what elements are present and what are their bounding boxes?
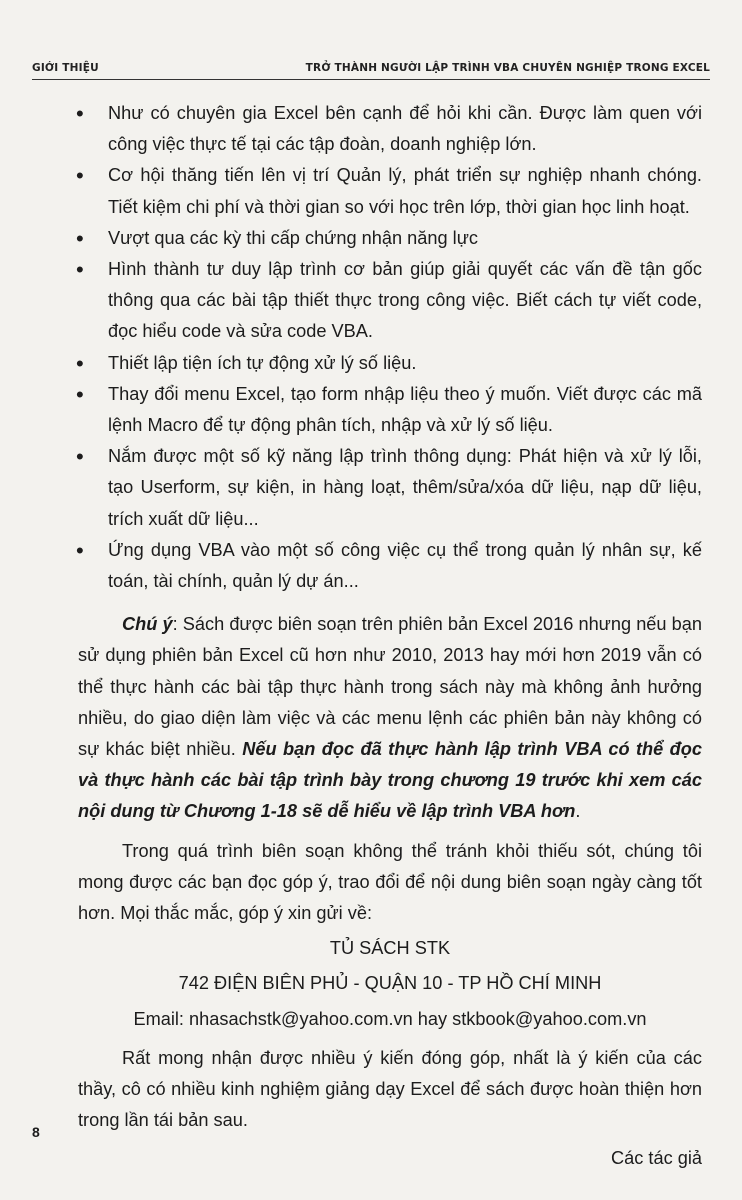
running-header <box>32 62 710 80</box>
closing-paragraph: Rất mong nhận được nhiều ý kiến đóng góp, nhất là ý kiến của các thầy, cô có nhiều kinh nghiệm giảng dạy Excel để sách được hoàn thiện hơn trong lần tái bản sau. <box>78 1047 702 1131</box>
note-paragraph <box>78 609 702 827</box>
publisher-email: Email: nhasachstk@yahoo.com.vn hay stkbook@yahoo.com.vn <box>133 1008 647 1029</box>
list-item: • Nắm được một số kỹ năng lập trình thông dụng: Phát hiện và xử lý lỗi, tạo Userform, sự kiện, in hàng loạt, thêm/sửa/xóa dữ liệu, nạp dữ liệu, trích xuất dữ liệu... <box>78 441 702 535</box>
page-content <box>78 98 702 1174</box>
list-item: • Thay đổi menu Excel, tạo form nhập liệu theo ý muốn. Viết được các mã lệnh Macro để tự động phân tích, nhập và xử lý số liệu. <box>78 379 702 441</box>
list-item: • Hình thành tư duy lập trình cơ bản giúp giải quyết các vấn đề tận gốc thông qua các bài tập thiết thực trong công việc. Biết cách tự viết code, đọc hiểu code và sửa code VBA. <box>78 254 702 348</box>
benefit-list <box>78 98 702 597</box>
list-item: • Cơ hội thăng tiến lên vị trí Quản lý, phát triển sự nghiệp nhanh chóng. Tiết kiệm chi phí và thời gian so với học trên lớp, thời gian học linh hoạt. <box>78 160 702 222</box>
note-end: . <box>575 801 581 822</box>
feedback-paragraph: Trong quá trình biên soạn không thể tránh khỏi thiếu sót, chúng tôi mong được các bạn đọc góp ý, trao đổi để nội dung biên soạn ngày càng tốt hơn. Mọi thắc mắc, góp ý xin gửi về: <box>78 840 702 924</box>
list-item: • Ứng dụng VBA vào một số công việc cụ thể trong quản lý nhân sự, kế toán, tài chính, quản lý dự án... <box>78 535 702 597</box>
note-emphasis: Nếu bạn đọc đã thực hành lập trình VBA có thể đọc và thực hành các bài tập trình bày trong chương 19 trước khi xem các nội dung từ Chương 1-18 sẽ dễ hiểu về lập trình VBA hơn <box>78 739 703 822</box>
publisher-address: 742 ĐIỆN BIÊN PHỦ - QUẬN 10 - TP HỒ CHÍ MINH <box>178 973 602 994</box>
header-section: GIỚI THIỆU <box>32 62 99 74</box>
page-number: 8 <box>32 1124 40 1140</box>
list-item: • Vượt qua các kỳ thi cấp chứng nhận năng lực <box>78 223 702 254</box>
signature: Các tác giả <box>611 1147 702 1168</box>
note-text: : Sách được biên soạn trên phiên bản Excel 2016 nhưng nếu bạn sử dụng phiên bản Excel cũ hơn như 2010, 2013 hay mới hơn 2019 vẫn có thể thực hành các bài tập thực hành trong sách này mà không ảnh hưởng nhiều, do giao diện làm việc và các menu lệnh các phiên bản này không có sự khác biệt nhiều. <box>78 614 702 760</box>
list-item: • Thiết lập tiện ích tự động xử lý số liệu. <box>78 348 702 379</box>
note-label: Chú ý <box>122 614 173 635</box>
publisher-name: TỦ SÁCH STK <box>329 938 451 959</box>
list-item: • Như có chuyên gia Excel bên cạnh để hỏi khi cần. Được làm quen với công việc thực tế tại các tập đoàn, doanh nghiệp lớn. <box>78 98 702 160</box>
header-book-title: TRỞ THÀNH NGƯỜI LẬP TRÌNH VBA CHUYÊN NGHIỆP TRONG EXCEL <box>305 62 710 74</box>
